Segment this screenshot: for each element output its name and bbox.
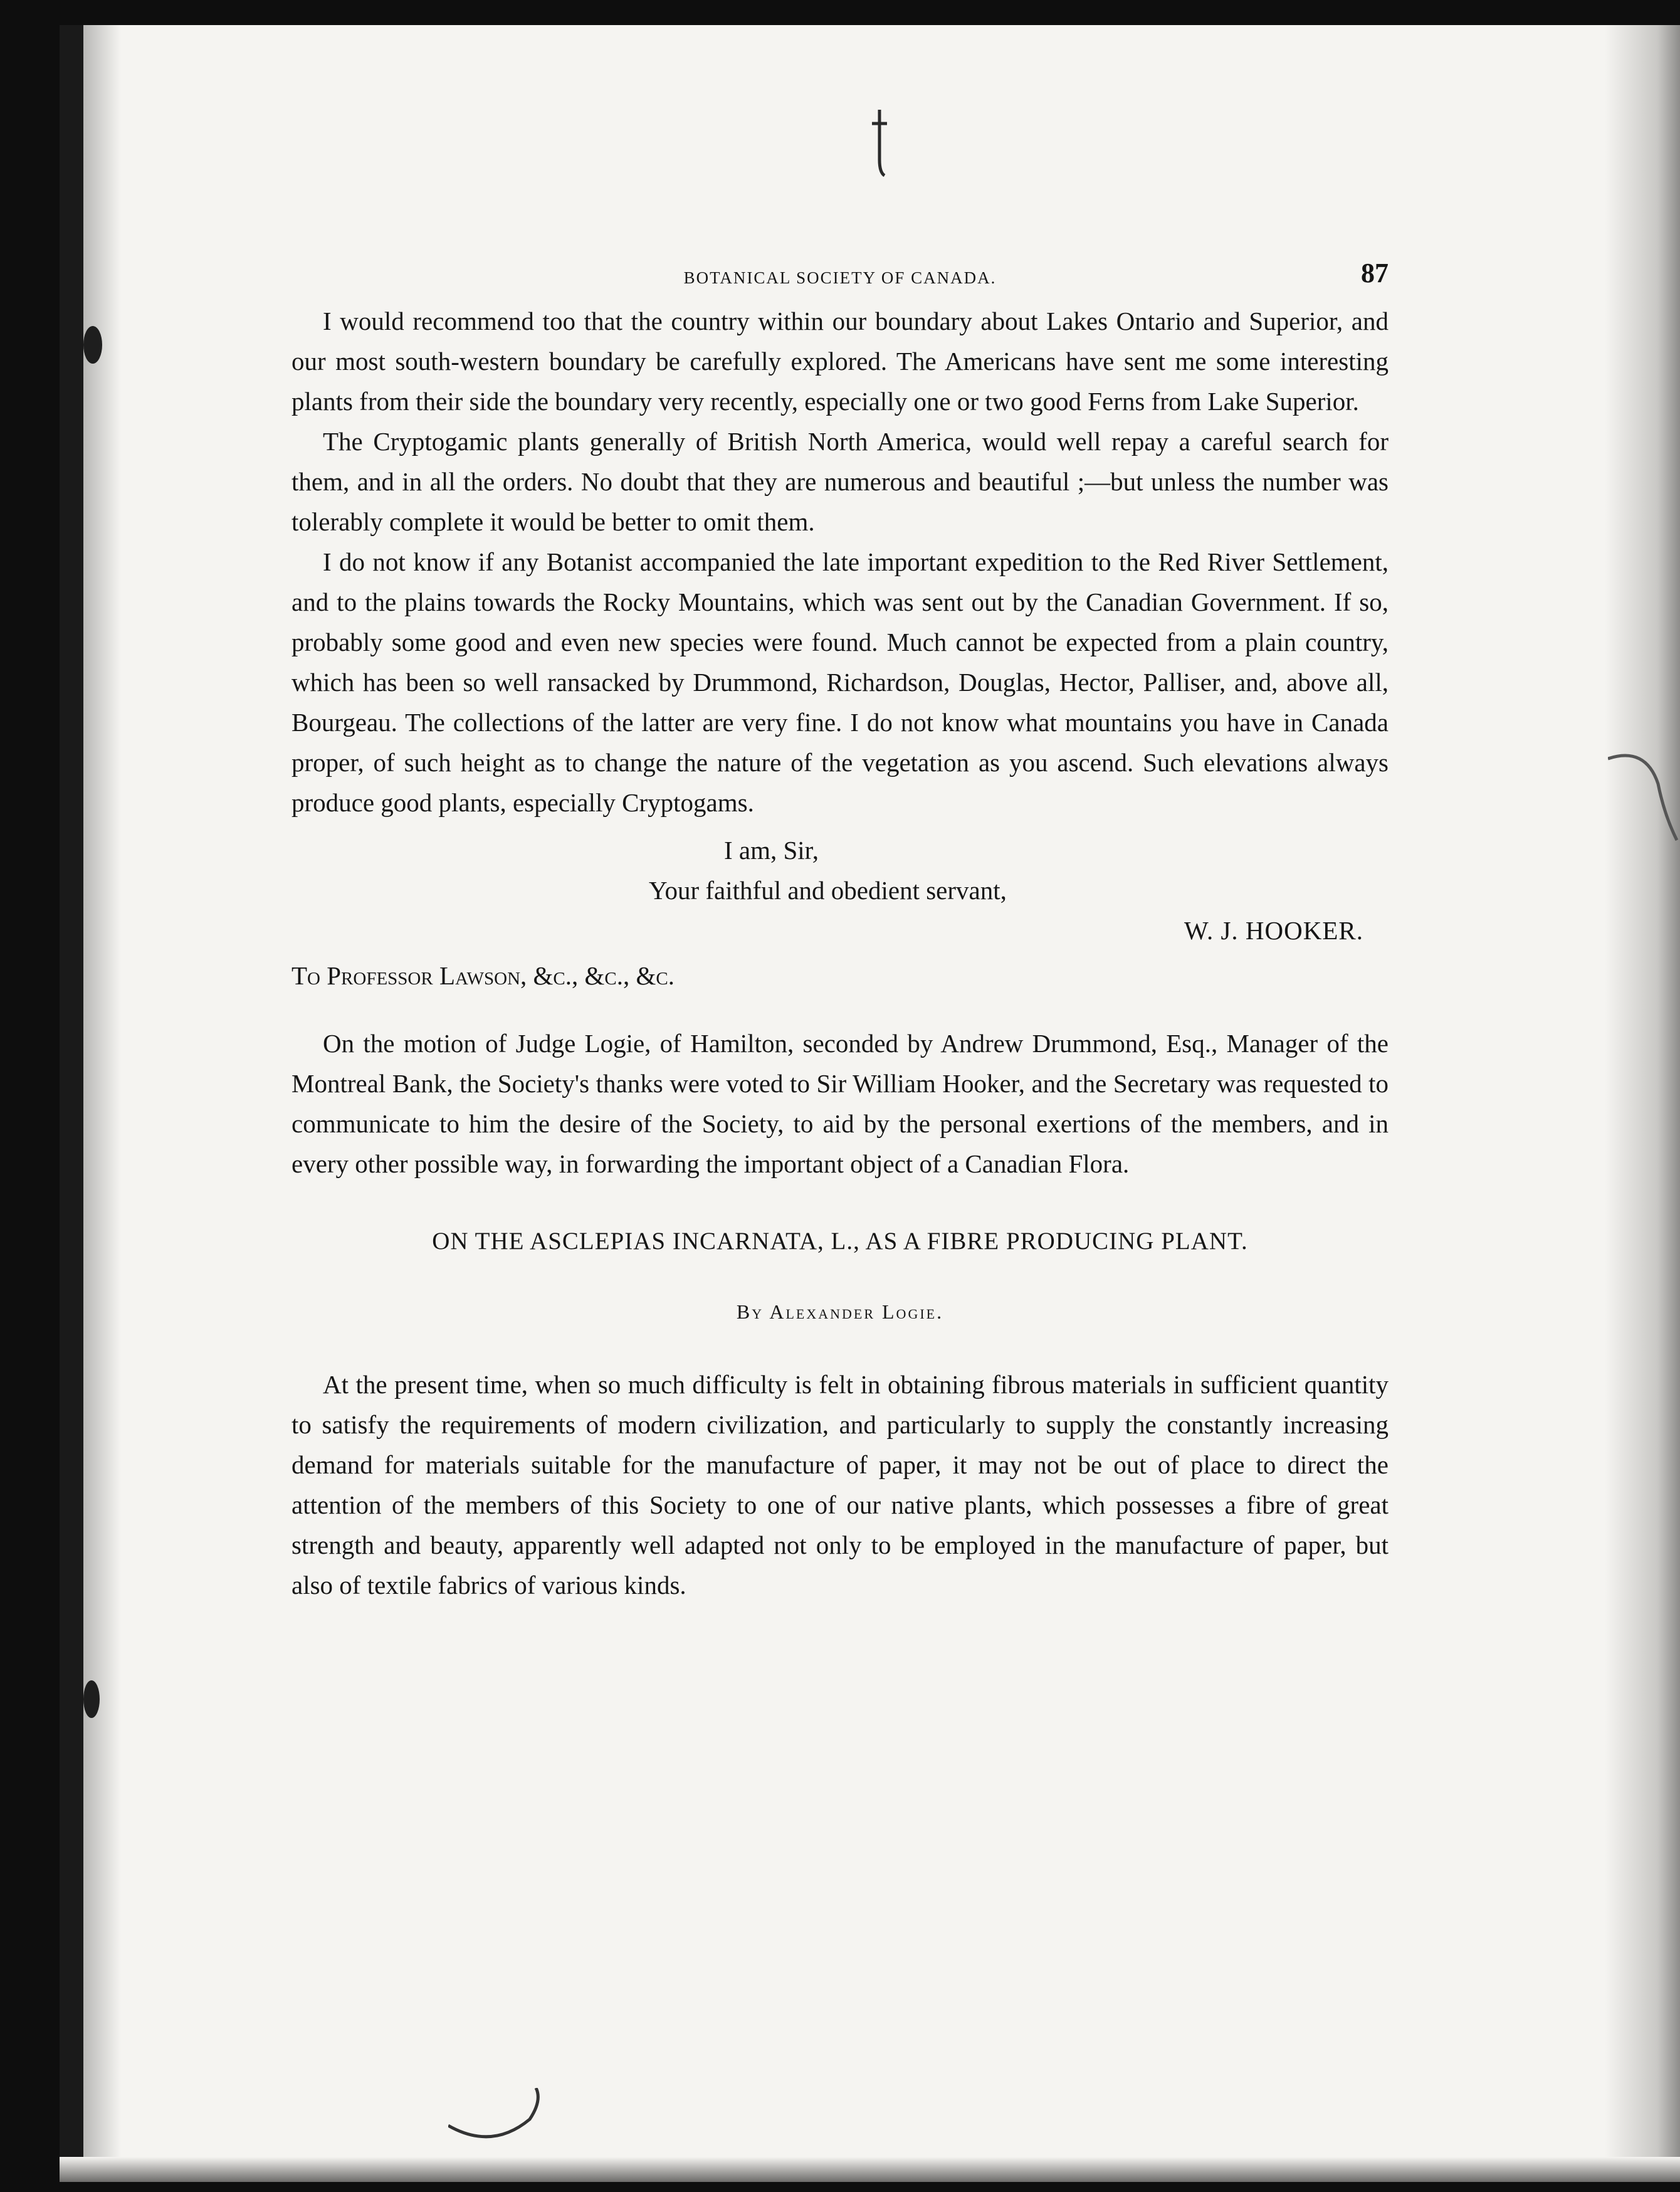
scanned-page <box>60 25 1680 2182</box>
page-number: 87 <box>1361 258 1389 288</box>
addressee: To Professor Lawson, &c., &c., &c. <box>291 961 675 990</box>
letter-paragraph: The Cryptogamic plants generally of British North America, would well repay a careful search for them, and in all the orders. No doubt that they are numerous and beautiful ;—but unless the number was tolerably complete it would be better to omit them. <box>291 427 1389 536</box>
page-edge-shadow <box>1605 25 1680 2182</box>
article-byline: By Alexander Logie. <box>736 1300 944 1323</box>
article-title: ON THE ASCLEPIAS INCARNATA, L., AS A FIBRE PRODUCING PLANT. <box>432 1228 1248 1255</box>
complimentary-close: Your faithful and obedient servant, <box>649 876 1007 905</box>
page-bottom-edge <box>60 2157 1680 2182</box>
page-content <box>291 257 1389 1605</box>
letter-closing <box>291 830 1389 951</box>
binding-gutter <box>60 25 83 2182</box>
ink-stroke-mark <box>448 2088 555 2157</box>
letter-paragraph: I would recommend too that the country within our boundary about Lakes Ontario and Superior, and our most south-western boundary be carefully explored. The Americans have sent me some interesting plants from their side the boundary very recently, especially one or two good Ferns from Lake Superior. <box>291 307 1389 416</box>
ink-speck <box>83 1680 100 1718</box>
salutation: I am, Sir, <box>724 836 819 865</box>
ink-speck <box>83 326 102 364</box>
letter-paragraph: I do not know if any Botanist accompanied the late important expedition to the Red River Settlement, and to the plains towards the Rocky Mountains, which was sent out by the Canadian Government. If so, probably some good and even new species were found. Much cannot be expected from a plain country, which has been so well ransacked by Drummond, Richardson, Douglas, Hector, Palliser, and, above all, Bourgeau. The collections of the latter are very fine. I do not know what mountains you have in Canada proper, of such height as to change the nature of the vegetation as you ascend. Such elevations always produce good plants, especially Cryptogams. <box>291 547 1389 817</box>
ink-stroke-mark <box>1608 746 1680 846</box>
article-paragraph: At the present time, when so much difficulty is felt in obtaining fibrous materials in sufficient quantity to satisfy the requirements of modern civilization, and particularly to supply the constantly increasing demand for materials suitable for the manufacture of paper, it may not be out of place to direct the attention of the members of this Society to one of our native plants, which possesses a fibre of great strength and beauty, apparently well adapted not only to be employed in the manufacture of paper, but also of textile fabrics of various kinds. <box>291 1370 1389 1599</box>
signature: W. J. HOOKER. <box>1184 916 1363 945</box>
motion-paragraph: On the motion of Judge Logie, of Hamilton, seconded by Andrew Drummond, Esq., Manager of the Montreal Bank, the Society's thanks were voted to Sir William Hooker, and the Secretary was requested to communicate to him the desire of the Society, to aid by the personal exertions of the members, and in every other possible way, in forwarding the important object of a Canadian Flora. <box>291 1029 1389 1178</box>
ink-mark-ornament <box>867 110 892 179</box>
running-head-title: BOTANICAL SOCIETY OF CANADA. <box>683 268 997 287</box>
running-head <box>291 257 1389 295</box>
